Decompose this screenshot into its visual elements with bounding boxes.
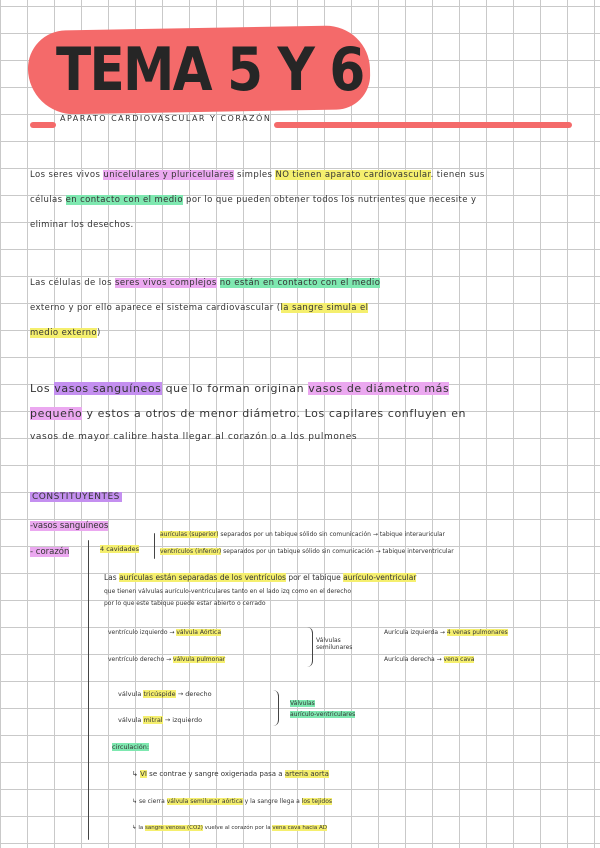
corazon-item: - corazón bbox=[30, 547, 70, 557]
paragraph-unicelulares bbox=[30, 170, 560, 230]
text: simples bbox=[233, 170, 276, 180]
circulacion-step-3: ↳ la sangre venosa (CO2) vuelve al corazón por la vena cava hacia AD bbox=[132, 825, 327, 831]
highlight: seres vivos complejos bbox=[115, 278, 217, 288]
ventriculo-izquierdo: ventrículo izquierdo → válvula Aórtica bbox=[108, 629, 221, 636]
separacion-line-3: por lo que este tabique puede estar abierto o cerrado bbox=[104, 600, 266, 607]
subtitle-rule-left bbox=[30, 122, 56, 128]
av-label-1: Válvulas bbox=[290, 700, 315, 707]
auricula-izquierda: Aurícula izquierda → 4 venas pulmonares bbox=[384, 629, 508, 636]
text: y estos a otros de menor diámetro. Los capilares confluyen en bbox=[82, 407, 467, 420]
text: Los bbox=[30, 382, 55, 395]
text: . tienen sus bbox=[430, 170, 485, 180]
valvula-mitral: válvula mitral → izquierdo bbox=[118, 716, 203, 724]
cavidades-label: 4 cavidades bbox=[100, 545, 140, 553]
highlight: pequeño bbox=[30, 407, 83, 420]
text: externo y por ello aparece el sistema cardiovascular ( bbox=[30, 303, 281, 313]
auriculas-line: aurículas (superior) separados por un tabique sólido sin comunicación → tabique interauricular bbox=[160, 531, 446, 538]
text: Las células de los bbox=[30, 278, 116, 288]
highlight: vasos de diámetro más bbox=[308, 382, 450, 395]
ventriculos-line: ventrículos (inferior) separados por un tabique sólido sin comunicación → tabique interventricular bbox=[160, 548, 454, 555]
semilunares-label: Válvulas semilunares bbox=[316, 637, 353, 651]
highlight: en contacto con el medio bbox=[65, 195, 183, 205]
text: que lo forman originan bbox=[161, 382, 309, 395]
semilunares-brace bbox=[306, 627, 313, 667]
av-label-2: aurículo-ventriculares bbox=[290, 711, 356, 718]
separacion-line-2: que tienen válvulas aurículo-ventriculares tanto en el lado izq como en el derecho bbox=[104, 588, 352, 595]
highlight: unicelulares y pluricelulares bbox=[103, 170, 234, 180]
text: vasos de mayor calibre hasta llegar al corazón o a los pulmones bbox=[30, 432, 358, 442]
highlight: medio externo bbox=[30, 328, 97, 338]
subtitle-rule-right bbox=[274, 122, 572, 128]
av-brace bbox=[272, 690, 279, 726]
highlight: la sangre simula el bbox=[280, 303, 369, 313]
text: Los seres vivos bbox=[30, 170, 104, 180]
separacion-line-1: Las aurículas están separadas de los ventrículos por el tabique aurículo-ventricular bbox=[104, 573, 417, 582]
highlight: no están en contacto con el medio bbox=[219, 278, 381, 288]
corazon-brace bbox=[88, 540, 89, 840]
paragraph-vasos bbox=[30, 382, 560, 442]
paragraph-complejos bbox=[30, 278, 560, 338]
text: células bbox=[30, 195, 66, 205]
ventriculo-derecho: ventrículo derecho → válvula pulmonar bbox=[108, 656, 226, 663]
text: eliminar los desechos. bbox=[30, 220, 134, 230]
valvula-tricuspide: válvula tricúspide → derecho bbox=[118, 690, 212, 698]
vasos-sanguineos-item: -vasos sanguíneos bbox=[30, 521, 109, 531]
page-title: TEMA 5 Y 6 bbox=[56, 35, 364, 105]
text: por lo que pueden obtener todos los nutrientes que necesite y bbox=[182, 195, 477, 205]
cavidades-brace bbox=[154, 533, 155, 559]
circulacion-step-2: ↳ se cierra válvula semilunar aórtica y la sangre llega a los tejidos bbox=[132, 798, 333, 805]
highlight: NO tienen aparato cardiovascular bbox=[275, 170, 431, 180]
circulacion-step-1: ↳ VI se contrae y sangre oxigenada pasa a arteria aorta bbox=[132, 770, 329, 778]
text: ) bbox=[96, 328, 101, 338]
section-heading: CONSTITUYENTES bbox=[32, 492, 120, 502]
circulacion-heading: circulación: bbox=[112, 743, 150, 751]
auricula-derecha: Aurícula derecha → vena cava bbox=[384, 656, 475, 663]
highlight: vasos sanguíneos bbox=[54, 382, 162, 395]
page-subtitle: APARATO CARDIOVASCULAR Y CORAZÓN bbox=[60, 114, 272, 123]
